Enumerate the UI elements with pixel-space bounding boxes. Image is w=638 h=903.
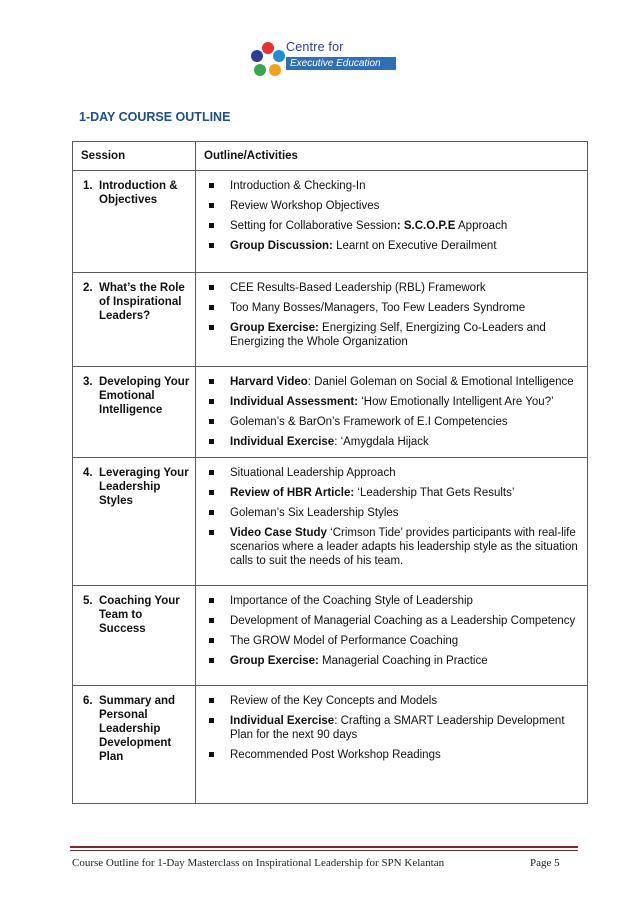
activity-text: ‘Crimson Tide’ provides participants with real-life scenarios where a leader adapts his leadership style as the situation calls to suit the needs of his team. bbox=[230, 527, 578, 567]
list-item bbox=[204, 375, 579, 389]
session-title: What’s the Role of Inspirational Leaders? bbox=[99, 282, 185, 322]
activity-label: Video Case Study bbox=[230, 527, 327, 539]
session-cell bbox=[73, 171, 196, 273]
activities-cell bbox=[196, 458, 588, 586]
list-item bbox=[204, 199, 579, 213]
list-item bbox=[204, 694, 579, 708]
session-number: 3. bbox=[83, 376, 93, 388]
session-cell bbox=[73, 586, 196, 686]
list-item bbox=[204, 594, 579, 608]
square-bullet-icon bbox=[209, 183, 214, 188]
square-bullet-icon bbox=[209, 325, 214, 330]
square-bullet-icon bbox=[209, 203, 214, 208]
session-cell bbox=[73, 273, 196, 367]
list-item bbox=[204, 395, 579, 409]
square-bullet-icon bbox=[209, 470, 214, 475]
session-title: Coaching Your Team to Success bbox=[99, 595, 180, 635]
list-item bbox=[204, 435, 579, 449]
logo-text bbox=[286, 40, 396, 70]
activity-label: Review of HBR Article: bbox=[230, 487, 355, 499]
session-cell bbox=[73, 686, 196, 804]
activity-text: Development of Managerial Coaching as a Leadership Competency bbox=[230, 615, 576, 627]
activity-text: Importance of the Coaching Style of Leadership bbox=[230, 595, 473, 607]
activity-text: Setting for Collaborative Session bbox=[230, 220, 397, 232]
session-title: Leveraging Your Leadership Styles bbox=[99, 467, 189, 507]
square-bullet-icon bbox=[209, 490, 214, 495]
activity-text: Goleman’s & BarOn’s Framework of E.I Competencies bbox=[230, 416, 508, 428]
session-title: Summary and Personal Leadership Development Plan bbox=[99, 695, 176, 763]
activity-text: The GROW Model of Performance Coaching bbox=[230, 635, 459, 647]
square-bullet-icon bbox=[209, 379, 214, 384]
square-bullet-icon bbox=[209, 638, 214, 643]
footer-rule-thin bbox=[70, 850, 578, 851]
centre-logo bbox=[250, 38, 400, 88]
session-number: 4. bbox=[83, 467, 93, 479]
activity-text: Too Many Bosses/Managers, Too Few Leaders Syndrome bbox=[230, 302, 526, 314]
session-number: 2. bbox=[83, 282, 93, 294]
square-bullet-icon bbox=[209, 223, 214, 228]
activities-cell bbox=[196, 171, 588, 273]
list-item bbox=[204, 614, 579, 628]
activity-text: Learnt on Executive Derailment bbox=[332, 240, 497, 252]
table-row bbox=[73, 367, 588, 458]
table-body bbox=[73, 171, 588, 804]
session-cell bbox=[73, 458, 196, 586]
list-item bbox=[204, 654, 579, 668]
activity-text: : ‘Amygdala Hijack bbox=[334, 436, 429, 448]
list-item bbox=[204, 748, 579, 762]
header-session: Session bbox=[73, 142, 196, 171]
activities-cell bbox=[196, 367, 588, 458]
list-item bbox=[204, 179, 579, 193]
list-item bbox=[204, 486, 579, 500]
activity-text: Review Workshop Objectives bbox=[230, 200, 380, 212]
activities-cell bbox=[196, 686, 588, 804]
square-bullet-icon bbox=[209, 618, 214, 623]
logo-mark-icon bbox=[250, 42, 286, 78]
page-title: 1-DAY COURSE OUTLINE bbox=[79, 110, 231, 124]
list-item bbox=[204, 506, 579, 520]
square-bullet-icon bbox=[209, 243, 214, 248]
square-bullet-icon bbox=[209, 658, 214, 663]
activities-cell bbox=[196, 273, 588, 367]
activity-label: Individual Exercise bbox=[230, 436, 335, 448]
list-item bbox=[204, 239, 579, 253]
course-outline-table bbox=[72, 141, 588, 804]
square-bullet-icon bbox=[209, 718, 214, 723]
activities-list bbox=[204, 281, 579, 349]
square-bullet-icon bbox=[209, 598, 214, 603]
square-bullet-icon bbox=[209, 439, 214, 444]
table-row bbox=[73, 273, 588, 367]
activity-text: Goleman’s Six Leadership Styles bbox=[230, 507, 399, 519]
logo-line1: Centre for bbox=[286, 40, 344, 54]
list-item bbox=[204, 634, 579, 648]
table-row bbox=[73, 586, 588, 686]
activity-text: ‘How Emotionally Intelligent Are You?’ bbox=[358, 396, 554, 408]
activities-list bbox=[204, 179, 579, 253]
activities-list bbox=[204, 594, 579, 668]
table-row bbox=[73, 458, 588, 586]
session-number: 1. bbox=[83, 180, 93, 192]
activities-list bbox=[204, 694, 579, 762]
session-number: 6. bbox=[83, 695, 93, 707]
activity-text: Situational Leadership Approach bbox=[230, 467, 396, 479]
activity-label: Group Discussion: bbox=[230, 240, 333, 252]
table-row bbox=[73, 171, 588, 273]
activity-text: CEE Results-Based Leadership (RBL) Framework bbox=[230, 282, 486, 294]
footer-course-title: Course Outline for 1-Day Masterclass on Inspirational Leadership for SPN Kelantan bbox=[72, 857, 445, 869]
table-header-row bbox=[73, 142, 588, 171]
session-number: 5. bbox=[83, 595, 93, 607]
square-bullet-icon bbox=[209, 752, 214, 757]
footer-page-number: Page 5 bbox=[530, 857, 560, 869]
list-item bbox=[204, 714, 579, 742]
activity-label: Individual Assessment: bbox=[230, 396, 359, 408]
footer-rule bbox=[70, 846, 578, 848]
activity-label: Individual Exercise bbox=[230, 715, 335, 727]
table-row bbox=[73, 686, 588, 804]
activity-label: Harvard Video bbox=[230, 376, 308, 388]
activity-text: Energizing Self, Energizing Co-Leaders and Energizing the Whole Organization bbox=[230, 322, 546, 348]
list-item bbox=[204, 301, 579, 315]
list-item bbox=[204, 321, 579, 349]
list-item bbox=[204, 219, 579, 233]
square-bullet-icon bbox=[209, 510, 214, 515]
list-item bbox=[204, 526, 579, 568]
activities-list bbox=[204, 466, 579, 568]
activity-text: Managerial Coaching in Practice bbox=[318, 655, 488, 667]
header-activities: Outline/Activities bbox=[196, 142, 588, 171]
session-title: Developing Your Emotional Intelligence bbox=[99, 376, 190, 416]
activity-text: Approach bbox=[455, 220, 508, 232]
square-bullet-icon bbox=[209, 399, 214, 404]
activities-list bbox=[204, 375, 579, 449]
logo-line2: Executive Education bbox=[286, 57, 396, 70]
activity-label: Group Exercise: bbox=[230, 655, 319, 667]
list-item bbox=[204, 281, 579, 295]
square-bullet-icon bbox=[209, 285, 214, 290]
session-title: Introduction & Objectives bbox=[99, 180, 178, 206]
activities-cell bbox=[196, 586, 588, 686]
activity-text: ‘Leadership That Gets Results’ bbox=[354, 487, 515, 499]
activity-label: : S.C.O.P.E bbox=[396, 220, 456, 232]
activity-text: Introduction & Checking-In bbox=[230, 180, 366, 192]
square-bullet-icon bbox=[209, 698, 214, 703]
session-cell bbox=[73, 367, 196, 458]
square-bullet-icon bbox=[209, 305, 214, 310]
activity-label: Group Exercise: bbox=[230, 322, 319, 334]
list-item bbox=[204, 415, 579, 429]
activity-text: : Crafting a SMART Leadership Development Plan for the next 90 days bbox=[230, 715, 565, 741]
square-bullet-icon bbox=[209, 530, 214, 535]
square-bullet-icon bbox=[209, 419, 214, 424]
activity-text: Review of the Key Concepts and Models bbox=[230, 695, 438, 707]
activity-text: Recommended Post Workshop Readings bbox=[230, 749, 441, 761]
list-item bbox=[204, 466, 579, 480]
activity-text: : Daniel Goleman on Social & Emotional Intelligence bbox=[307, 376, 574, 388]
